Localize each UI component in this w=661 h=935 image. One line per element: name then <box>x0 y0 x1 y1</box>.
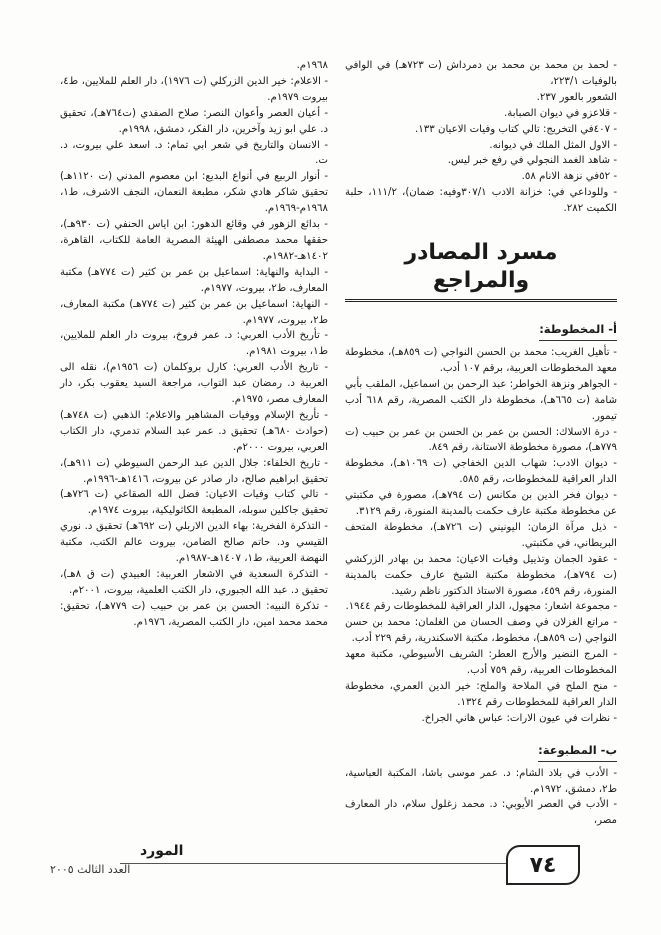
reference-entry: - تاريخ الأدب العربي: كارل بروكلمان (ت ١٩٥٦م)، نقله الى العربية د. رمضان عبد التواب، مراجعة السيد يعقوب بكر، دار المعارف مصر، ١٩٧٥م. <box>60 362 328 406</box>
reference-entry: - مراتع الغزلان في وصف الحسان من الغلمان: محمد بن حسن النواجي (ت ٨٥٩هـ)، مخطوط، مكتبة الاسكندرية، رقم ٢٢٩ أدب. <box>345 617 617 645</box>
reference-entry: - البداية والنهاية: اسماعيل بن عمر بن كثير (ت ٧٧٤هـ) مكتبة المعارف، ط٢، بيروت، ١٩٧٧م. <box>60 266 329 294</box>
reference-entry: - أعيان العصر وأعوان النصر: صلاح الصفدي (ت٧٦٤هـ)، تحقيق د. علي ابو زيد وآخرين، دار الفكر، دمشق، ١٩٩٨م. <box>60 107 328 135</box>
reference-entry: - التذكرة السعدية في الاشعار العربية: العبيدي (ت ق ٨هـ)، تحقيق د. عبد الله الجبوري، دار الكتب العلمية، بيروت، ٢٠٠١م. <box>60 569 328 596</box>
reference-entry: - لحمد بن محمد بن محمد بن دمرداش (ت ٧٢٣هـ) في الوافي بالوفيات ٢٢٣/١، <box>345 60 617 87</box>
reference-entry: - بدائع الزهور في وقائع الدهور: ابن اياس الحنفي (ت ٩٣٠هـ)، حققها محمد مصطفى الهيئة المصرية العامة للكتاب، القاهرة، ١٤٠٢هـ-١٩٨٢م. <box>60 219 328 262</box>
reference-entry: - أنوار الربيع في أنواع البديع: ابن معصوم المدني (ت ١١٢٠هـ) تحقيق شاكر هادي شكر، مطبعة النعمان، النجف الاشرف، ط١، ١٩٦٨م-١٩٦٩م. <box>60 171 328 215</box>
magazine-name: المورد <box>140 843 184 859</box>
reference-entry: - درة الاسلاك: الحسن بن عمر بن الحسن بن عمر بن حبيب (ت ٧٧٩هـ)، مصورة مخطوطة الاستانة، رقم ٨٤٩. <box>345 426 617 454</box>
manuscripts-list <box>345 345 617 727</box>
reference-entry: - تاريخ الخلفاء: جلال الدين عبد الرحمن السيوطي (ت ٩١١هـ)، تحقيق ابراهيم صالح، دار صادر عن بيروت، ١٤١٦هـ-١٩٩٦م. <box>60 457 328 485</box>
reference-entry: - منح الملح في الملاحة والملح: خير الدين العمري، مخطوطة الدار العراقية للمخطوطات رقم ١٣٢٤. <box>345 681 617 708</box>
reference-entry: - ٥٢في نزهة الانام ٥٨. <box>521 171 617 183</box>
reference-entry: - تأهيل الغريب: محمد بن الحسن النواجي (ت ٨٥٩هـ)، مخطوطة معهد المخطوطات العربية، برقم ١٠٧ أدب. <box>345 346 617 374</box>
reference-entry: - النهاية: اسماعيل بن عمر بن كثير (ت ٧٧٤هـ) مكتبة المعارف، ط٢، بيروت، ١٩٧٧م. <box>60 298 328 326</box>
printed-list <box>345 766 617 830</box>
reference-entry: - ديوان الادب: شهاب الدين الخفاجي (ت ١٠٦٩هـ)، مخطوطة الدار العراقية للمخطوطات، رقم ٥٨٥. <box>345 458 617 486</box>
left-column <box>60 58 328 631</box>
reference-entry: - شاهد الغمد النجولي في رفع خبر ليس. <box>447 155 617 167</box>
section-printed-heading: ب- المطبوعة: <box>538 743 617 762</box>
reference-entry: - عقود الجمان وتذييل وفيات الاعيان: محمد بن بهادر الزركشي (ت ٧٩٤هـ)، مخطوطة مكتبة الشيخ عارف حكمت بالمدينة المنورة، رقم ٤٥٩، مصورة الاستاذ الدكتور ناظم رشيد. <box>345 553 617 597</box>
left-entries <box>60 58 328 631</box>
reference-entry: - نظرات في عيون الارات: عباس هاني الجراخ. <box>421 712 617 724</box>
reference-entry: - ٤٠٧في التخريج: تالي كتاب وفيات الاعيان ١٣٣. <box>415 123 617 135</box>
right-column <box>345 58 617 829</box>
reference-entry: - مجموعة اشعار: مجهول، الدار العراقية للمخطوطات رقم ١٩٤٤. <box>345 601 617 613</box>
reference-entry: - الأدب في العصر الأيوبي: د. محمد زغلول سلام، دار المعارف مصر، <box>345 799 617 827</box>
reference-entry: - المرج النضير والأرج العطر: الشريف الأسيوطي، مكتبة معهد المخطوطات العربية، رقم ٧٥٩ أدب. <box>345 649 617 677</box>
reference-entry: - ذيل مرآة الزمان: اليونيني (ت ٧٢٦هـ)، مخطوطة المتحف البريطاني، في مكتبتي. <box>345 521 617 549</box>
reference-entry: - تالي كتاب وفيات الاعيان: فضل الله الصقاعي (ت ٧٢٦هـ) تحقيق جاكلين سوبله، المطبعة الكاثوليكية، بيروت ١٩٧٤م. <box>60 489 328 517</box>
right-top-entries <box>345 58 617 217</box>
page-footer <box>0 843 661 883</box>
reference-entry: - قلاعزو في ديوان الصبابة. <box>504 107 617 119</box>
reference-entry: - تذكرة النبيه: الحسن بن عمر بن حبيب (ت ٧٧٩هـ)، تحقيق: محمد محمد امين، دار الكتب المصرية، ١٩٧٦م. <box>60 600 328 628</box>
section-title: مسرد المصادر والمراجع <box>345 233 617 302</box>
issue-label: العدد الثالث ٢٠٠٥ <box>50 863 131 876</box>
reference-entry: - التذكرة الفخرية: بهاء الدين الاربلي (ت ٦٩٢هـ) تحقيق د. نوري القيسي ود. حاتم صالح الضامن، بيروت عالم الكتب، مكتبة النهضة العربية، ط١، ١٤٠٧هـ-١٩٨٧م. <box>60 521 328 565</box>
reference-entry: - تأريخ الأدب العربي: د. عمر فروخ، بيروت دار العلم للملايين، ط١، بيروت ١٩٨١م. <box>60 330 328 358</box>
reference-entry: - ديوان فخر الدين بن مكانس (ت ٧٩٤هـ)، مصورة في مكتبتي عن مخطوطة مكتبة عارف حكمت بالمدينة المنورة، رقم ٣١٢٩. <box>345 490 617 518</box>
section-manuscripts-heading: أ- المخطوطة: <box>539 322 617 341</box>
reference-entry: - الانسان والتاريخ في شعر ابي تمام: د. اسعد علي بيروت، د. ت. <box>60 139 328 167</box>
reference-entry: - الأدب في بلاد الشام: د. عمر موسى باشا، المكتبة العباسية، ط٢، دمشق، ١٩٧٢م. <box>345 767 617 795</box>
reference-entry: - وللوداعي في: خزانة الادب ٣٠٧/١وفيه: ضمان)، ١١١/٢، حلبة الكميت ٢٨٢. <box>345 187 618 215</box>
reference-entry: ١٩٦٨م. <box>296 60 328 71</box>
reference-entry: - تأريخ الإسلام ووفيات المشاهير والاعلام: الذهبي (ت ٧٤٨هـ) (حوادث ٦٨٠هـ) تحقيق د. عمر عبد السلام تدمري، دار الكتاب العربي، بيروت ٢٠٠٠م. <box>60 409 328 453</box>
footer-rule <box>120 863 510 864</box>
reference-entry: - الاول المثل الملك في ديوانه. <box>489 139 617 151</box>
reference-entry: - الجواهر ونزهة الخواطر: عبد الرحمن بن اسماعيل، الملقب بأبي شامة (ت ٦٦٥هـ)، مخطوطة دار الكتب المصرية، رقم ٦١٨ أدب تيمور. <box>345 378 617 422</box>
page-number: ٧٤ <box>506 845 580 885</box>
reference-entry: - الاعلام: خير الدين الزركلي (ت ١٩٧٦)، دار العلم للملايين، ط٤، بيروت ١٩٧٩م. <box>60 75 329 103</box>
reference-entry: الشعور بالعور ٢٣٧. <box>536 91 617 103</box>
